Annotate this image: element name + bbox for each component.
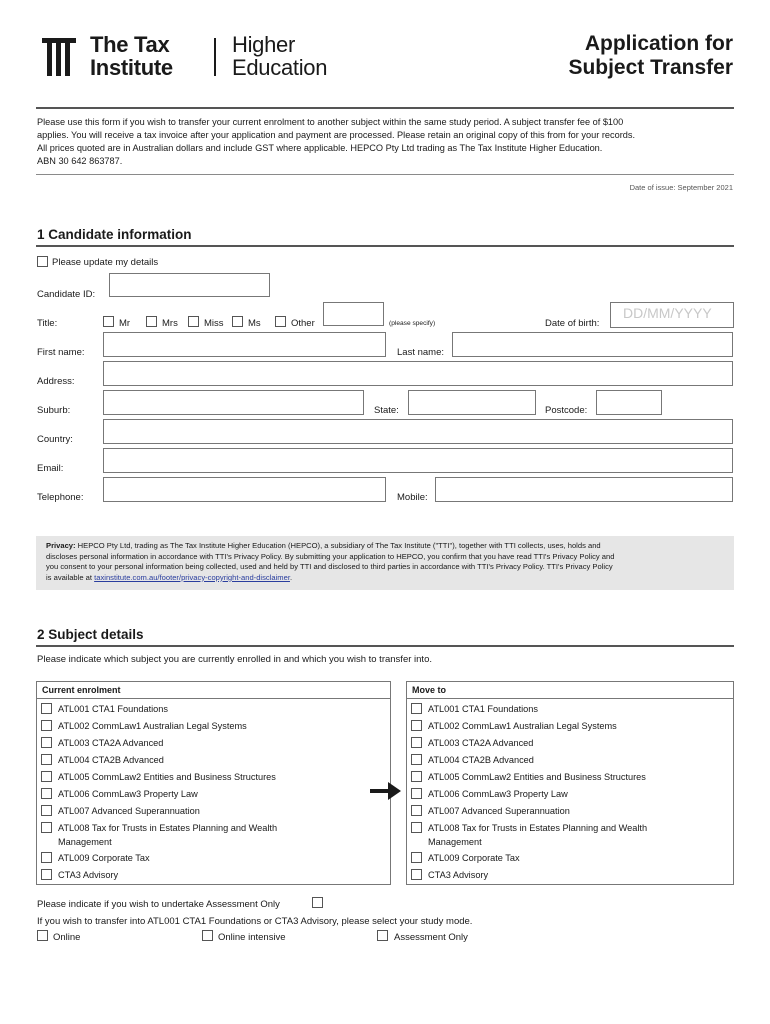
privacy-label: Privacy: — [46, 541, 76, 550]
document-title — [568, 32, 733, 80]
checkbox[interactable] — [41, 771, 52, 782]
intro-line: All prices quoted are in Australian dollars and include GST where applicable. HEPCO Pty Ltd trading as The Tax Institute Higher Education. — [37, 143, 603, 153]
checkbox[interactable] — [411, 805, 422, 816]
brand-name — [90, 33, 173, 79]
suburb-label: Suburb: — [37, 405, 71, 416]
study-mode-instruction: If you wish to transfer into ATL001 CTA1 Foundations or CTA3 Advisory, please select your study mode. — [37, 916, 473, 927]
title-other-checkbox[interactable] — [275, 316, 286, 327]
title-label: Title: — [37, 318, 58, 329]
suburb-field[interactable] — [103, 390, 364, 415]
brand-name-line1: The Tax — [90, 32, 170, 57]
privacy-policy-link[interactable]: taxinstitute.com.au/footer/privacy-copyright-and-disclaimer — [94, 572, 290, 582]
privacy-text: . — [289, 572, 293, 582]
study-mode-online-label: Online — [53, 932, 81, 943]
document-title-line2: Subject Transfer — [568, 56, 733, 79]
dob-field[interactable]: DD/MM/YYYY — [610, 302, 734, 328]
title-mrs-label: Mrs — [162, 318, 178, 329]
address-label: Address: — [37, 376, 75, 387]
address-field[interactable] — [103, 361, 733, 386]
brand-name-line2: Institute — [90, 55, 173, 80]
checkbox[interactable] — [41, 703, 52, 714]
checkbox[interactable] — [411, 788, 422, 799]
document-title-line1: Application for — [584, 32, 733, 55]
move-to-header: Move to — [407, 682, 733, 699]
current-enrolment-header: Current enrolment — [37, 682, 390, 699]
privacy-text: you consent to your personal information being collected, used and held by TTI and disclosed to third parties in accordance with TTI's Privacy Policy. TTI's Privacy Policy — [46, 562, 613, 572]
checkbox[interactable] — [411, 822, 422, 833]
title-mr-label: Mr — [119, 318, 131, 329]
tti-logo-icon — [42, 38, 76, 76]
section-heading-subjects: 2 Subject details — [37, 627, 144, 642]
intro-text — [37, 116, 737, 168]
first-name-label: First name: — [37, 347, 85, 358]
mobile-label: Mobile: — [397, 492, 428, 503]
title-miss-checkbox[interactable] — [188, 316, 199, 327]
update-details-checkbox[interactable] — [37, 256, 48, 267]
candidate-id-label: Candidate ID: — [37, 289, 96, 300]
checkbox[interactable] — [41, 720, 52, 731]
last-name-field[interactable] — [452, 332, 733, 357]
title-mr-checkbox[interactable] — [103, 316, 114, 327]
checkbox[interactable] — [411, 703, 422, 714]
intro-line: ABN 30 642 863787. — [37, 156, 123, 166]
telephone-field[interactable] — [103, 477, 386, 502]
arrow-right-icon — [370, 780, 402, 802]
study-mode-intensive-checkbox[interactable] — [202, 930, 213, 941]
please-specify-note: (please specify) — [389, 320, 436, 327]
checkbox[interactable] — [41, 869, 52, 880]
title-mrs-checkbox[interactable] — [146, 316, 157, 327]
candidate-id-field[interactable] — [109, 273, 270, 297]
header-divider — [36, 107, 734, 109]
checkbox[interactable] — [41, 788, 52, 799]
checkbox[interactable] — [411, 869, 422, 880]
title-other-label: Other — [291, 318, 315, 329]
mobile-field[interactable] — [435, 477, 733, 502]
title-ms-checkbox[interactable] — [232, 316, 243, 327]
country-field[interactable] — [103, 419, 733, 444]
assessment-only-checkbox[interactable] — [312, 897, 323, 908]
country-label: Country: — [37, 434, 73, 445]
update-details-label: Please update my details — [52, 257, 159, 268]
postcode-label: Postcode: — [545, 405, 588, 416]
first-name-field[interactable] — [103, 332, 386, 357]
state-field[interactable] — [408, 390, 536, 415]
privacy-text: is available at — [46, 572, 95, 582]
state-label: State: — [374, 405, 399, 416]
brand-division-line2: Education — [232, 55, 328, 80]
intro-divider — [36, 174, 734, 175]
postcode-field[interactable] — [596, 390, 662, 415]
title-other-field[interactable] — [323, 302, 384, 326]
checkbox[interactable] — [411, 737, 422, 748]
telephone-label: Telephone: — [37, 492, 84, 503]
brand-division — [232, 33, 327, 79]
study-mode-assessment-checkbox[interactable] — [377, 930, 388, 941]
privacy-text: HEPCO Pty Ltd, trading as The Tax Institute Higher Education (HEPCO), a subsidiary of The Tax Institute ("TTI"), together with TTI collects, uses, holds and — [75, 541, 601, 550]
title-miss-label: Miss — [204, 318, 224, 329]
subject-instruction: Please indicate which subject you are currently enrolled in and which you wish to transfer into. — [37, 654, 432, 665]
section-divider — [36, 245, 734, 247]
checkbox[interactable] — [411, 852, 422, 863]
assessment-only-label: Please indicate if you wish to undertake Assessment Only — [37, 899, 280, 910]
current-enrolment-box: Current enrolment ATL001 CTA1 Foundations ATL002 CommLaw1 Australian Legal Systems ATL003 CTA2A Advanced ATL004 CTA2B Advanced ATL005 CommLaw2 Entities and Business Structures ATL006 CommLaw3 Property Law ATL007 Advanced Superannuation ATL008 Tax for Trusts in Estates Planning and Wealth Management ATL009 Corporate Tax CTA3 Advisory — [36, 681, 391, 885]
email-label: Email: — [37, 463, 64, 474]
last-name-label: Last name: — [397, 347, 444, 358]
move-to-box: Move to ATL001 CTA1 Foundations ATL002 CommLaw1 Australian Legal Systems ATL003 CTA2A Advanced ATL004 CTA2B Advanced ATL005 CommLaw2 Entities and Business Structures ATL006 CommLaw3 Property Law ATL007 Advanced Superannuation ATL008 Tax for Trusts in Estates Planning and Wealth Management ATL009 Corporate Tax CTA3 Advisory — [406, 681, 734, 885]
section-divider — [36, 645, 734, 647]
intro-line: applies. You will receive a tax invoice after your application and payment are processed. Please retain an original copy of this from for your records. — [37, 130, 636, 140]
checkbox[interactable] — [411, 754, 422, 765]
privacy-notice — [36, 536, 734, 590]
email-field[interactable] — [103, 448, 733, 473]
study-mode-online-checkbox[interactable] — [37, 930, 48, 941]
checkbox[interactable] — [41, 822, 52, 833]
section-heading-candidate: 1 Candidate information — [37, 227, 192, 242]
date-of-issue: Date of issue: September 2021 — [629, 183, 733, 192]
checkbox[interactable] — [411, 771, 422, 782]
logo-divider — [214, 38, 216, 76]
title-ms-label: Ms — [248, 318, 261, 329]
checkbox[interactable] — [41, 754, 52, 765]
privacy-text: discloses personal information in accordance with TTI's Privacy Policy. By submitting your application to HEPCO, you confirm that you have read TTI's Privacy Policy and — [46, 551, 615, 561]
study-mode-intensive-label: Online intensive — [218, 932, 286, 943]
checkbox[interactable] — [41, 737, 52, 748]
dob-label: Date of birth: — [545, 318, 600, 329]
brand-division-line1: Higher — [232, 32, 296, 57]
study-mode-assessment-label: Assessment Only — [394, 932, 468, 943]
checkbox[interactable] — [411, 720, 422, 731]
checkbox[interactable] — [41, 852, 52, 863]
intro-line: Please use this form if you wish to transfer your current enrolment to another subject within the same study period. A subject transfer fee of $100 — [37, 117, 624, 127]
checkbox[interactable] — [41, 805, 52, 816]
